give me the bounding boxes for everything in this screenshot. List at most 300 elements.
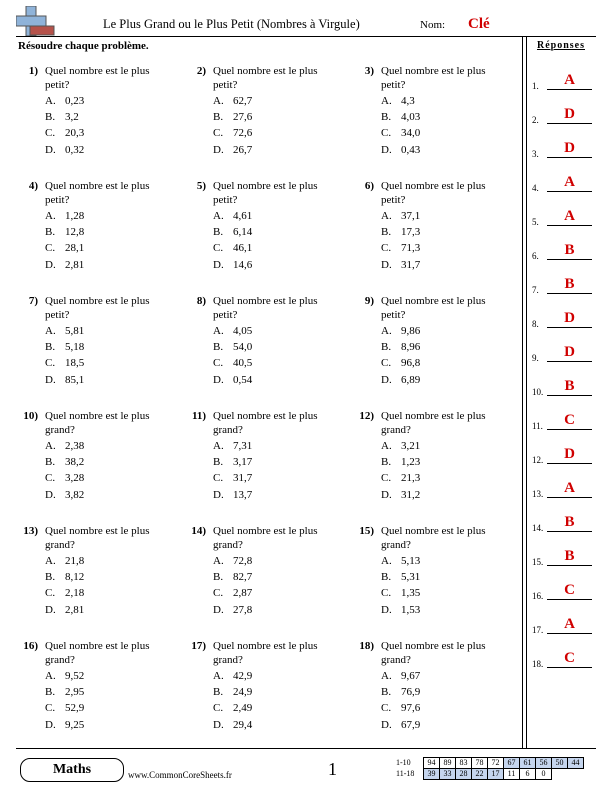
choice-letter: D.: [381, 258, 392, 271]
name-label: Nom:: [420, 19, 446, 31]
answer-value: D: [564, 140, 575, 156]
answer-row: [532, 105, 594, 125]
answer-value: D: [564, 310, 575, 326]
answer-row: [532, 615, 594, 635]
problem-question: Quel nombre est le plus petit?: [45, 65, 150, 91]
choice-value: 40,5: [233, 357, 253, 370]
choice-value: 27,6: [233, 111, 253, 124]
choice-letter: B.: [45, 571, 56, 584]
choice-option[interactable]: [381, 554, 420, 570]
choice-letter: D.: [45, 718, 56, 731]
choice-value: 5,13: [401, 555, 421, 567]
answer-number: 18.: [532, 659, 544, 669]
answer-blank-line: [547, 327, 592, 328]
answer-row: [532, 649, 594, 669]
choice-list: [45, 209, 84, 274]
choice-letter: C.: [381, 127, 392, 140]
choice-option[interactable]: [45, 586, 84, 602]
answer-value: A: [564, 174, 575, 190]
choice-option[interactable]: [213, 110, 252, 126]
choice-value: 6,89: [401, 373, 421, 386]
choice-value: 97,6: [401, 702, 421, 715]
header-divider: [16, 36, 596, 37]
choice-value: 3,28: [65, 472, 85, 485]
choice-value: 72,6: [233, 127, 253, 140]
choice-option[interactable]: [213, 143, 252, 159]
choice-value: 4,61: [233, 210, 253, 222]
choice-letter: B.: [213, 686, 224, 699]
choice-value: 0,54: [233, 373, 253, 386]
score-cell: 6: [519, 768, 536, 780]
choice-option[interactable]: [213, 554, 252, 570]
choice-letter: A.: [381, 95, 392, 107]
choice-value: 54,0: [233, 341, 253, 354]
score-range-label: 11-18: [396, 769, 415, 778]
choice-letter: D.: [45, 488, 56, 501]
answer-number: 16.: [532, 591, 544, 601]
answer-blank-line: [547, 599, 592, 600]
choice-list: [213, 439, 252, 504]
choice-value: 1,28: [65, 210, 85, 222]
choice-option[interactable]: [213, 603, 252, 619]
choice-letter: D.: [213, 143, 224, 156]
choice-letter: A.: [213, 670, 224, 682]
choice-letter: D.: [45, 603, 56, 616]
choice-value: 18,5: [65, 357, 85, 370]
choice-option[interactable]: [213, 669, 252, 685]
choice-value: 4,3: [401, 95, 415, 107]
choice-option[interactable]: [381, 241, 420, 257]
choice-value: 85,1: [65, 373, 85, 386]
choice-letter: B.: [45, 226, 56, 239]
choice-option[interactable]: [45, 110, 84, 126]
choice-value: 5,31: [401, 571, 421, 584]
choice-option[interactable]: [45, 340, 84, 356]
score-cell: 56: [535, 757, 552, 769]
choice-option[interactable]: [381, 488, 420, 504]
answer-value: A: [564, 72, 575, 88]
problem-question: Quel nombre est le plus grand?: [213, 525, 318, 551]
answer-number: 5.: [532, 217, 539, 227]
problem-question: Quel nombre est le plus petit?: [45, 295, 150, 321]
choice-option[interactable]: [381, 701, 420, 717]
problem-number: 6): [364, 180, 374, 192]
choice-letter: B.: [213, 456, 224, 469]
plus-minus-logo-icon: [16, 6, 56, 38]
choice-option[interactable]: [213, 439, 252, 455]
choice-letter: D.: [381, 603, 392, 616]
answer-key-label: Clé: [468, 16, 490, 32]
choice-letter: C.: [45, 472, 56, 485]
choice-value: 31,2: [401, 488, 421, 501]
page-number: 1: [328, 759, 337, 779]
choice-option[interactable]: [381, 439, 420, 455]
choice-option[interactable]: [381, 94, 420, 110]
answer-number: 2.: [532, 115, 539, 125]
choice-letter: D.: [381, 718, 392, 731]
answer-value: B: [564, 378, 575, 394]
choice-value: 20,3: [65, 127, 85, 140]
choice-value: 96,8: [401, 357, 421, 370]
choice-option[interactable]: [381, 669, 420, 685]
choice-value: 38,2: [65, 456, 85, 469]
choice-option[interactable]: [45, 701, 84, 717]
choice-letter: A.: [213, 555, 224, 567]
choice-value: 27,8: [233, 603, 253, 616]
choice-option[interactable]: [45, 455, 84, 471]
choice-letter: C.: [45, 242, 56, 255]
choice-list: [381, 324, 420, 389]
choice-option[interactable]: [45, 669, 84, 685]
choice-value: 76,9: [401, 686, 421, 699]
choice-value: 37,1: [401, 210, 421, 222]
answer-value: B: [564, 276, 575, 292]
choice-value: 24,9: [233, 686, 253, 699]
choice-letter: C.: [381, 357, 392, 370]
choice-option[interactable]: [213, 471, 252, 487]
choice-option[interactable]: [45, 126, 84, 142]
answer-row: [532, 139, 594, 159]
choice-value: 62,7: [233, 95, 253, 107]
choice-list: [381, 94, 420, 159]
choice-option[interactable]: [213, 701, 252, 717]
choice-letter: B.: [381, 571, 392, 584]
answer-row: [532, 71, 594, 91]
choice-letter: A.: [45, 555, 56, 567]
choice-option[interactable]: [381, 324, 420, 340]
answer-value: D: [564, 106, 575, 122]
choice-option[interactable]: [381, 258, 420, 274]
answer-row: [532, 581, 594, 601]
answer-number: 8.: [532, 319, 539, 329]
score-cell: 0: [535, 768, 552, 780]
choice-value: 4,05: [233, 325, 253, 337]
answer-blank-line: [547, 89, 592, 90]
choice-option[interactable]: [213, 356, 252, 372]
choice-option[interactable]: [45, 209, 84, 225]
answer-blank-line: [547, 157, 592, 158]
choice-option[interactable]: [381, 356, 420, 372]
choice-list: [45, 324, 84, 389]
answer-value: B: [564, 514, 575, 530]
choice-value: 2,95: [65, 686, 85, 699]
choice-option[interactable]: [381, 126, 420, 142]
answer-row: [532, 207, 594, 227]
choice-option[interactable]: [213, 586, 252, 602]
choice-option[interactable]: [45, 471, 84, 487]
choice-value: 2,38: [65, 440, 85, 452]
problem-number: 10): [23, 410, 38, 422]
choice-letter: D.: [381, 143, 392, 156]
answer-value: A: [564, 208, 575, 224]
choice-option[interactable]: [381, 373, 420, 389]
choice-option[interactable]: [381, 471, 420, 487]
answer-number: 6.: [532, 251, 539, 261]
choice-option[interactable]: [213, 718, 252, 734]
answers-divider-inner: [526, 36, 527, 748]
choice-letter: D.: [381, 488, 392, 501]
choice-list: [213, 324, 252, 389]
score-range-label: 1-10: [396, 758, 411, 767]
choice-option[interactable]: [381, 143, 420, 159]
score-cell: 83: [455, 757, 472, 769]
problem-number: 1): [28, 65, 38, 77]
choice-option[interactable]: [381, 718, 420, 734]
choice-option[interactable]: [45, 94, 84, 110]
choice-letter: C.: [213, 472, 224, 485]
choice-letter: C.: [213, 587, 224, 600]
answer-number: 12.: [532, 455, 544, 465]
answer-number: 15.: [532, 557, 544, 567]
choice-option[interactable]: [381, 225, 420, 241]
answer-value: C: [564, 582, 575, 598]
choice-option[interactable]: [381, 110, 420, 126]
choice-value: 9,67: [401, 670, 421, 682]
choice-option[interactable]: [213, 126, 252, 142]
problem-number: 13): [23, 525, 38, 537]
choice-option[interactable]: [213, 241, 252, 257]
choice-letter: B.: [213, 341, 224, 354]
choice-value: 14,6: [233, 258, 253, 271]
choice-value: 2,81: [65, 603, 85, 616]
choice-value: 8,12: [65, 571, 85, 584]
answer-value: A: [564, 616, 575, 632]
choice-letter: C.: [45, 357, 56, 370]
answer-row: [532, 309, 594, 329]
answer-row: [532, 445, 594, 465]
choice-letter: A.: [381, 670, 392, 682]
choice-value: 2,81: [65, 258, 85, 271]
choice-option[interactable]: [381, 340, 420, 356]
answer-value: C: [564, 650, 575, 666]
choice-option[interactable]: [45, 324, 84, 340]
choice-letter: B.: [213, 111, 224, 124]
choice-letter: A.: [213, 325, 224, 337]
problem-question: Quel nombre est le plus grand?: [45, 410, 150, 436]
choice-letter: B.: [381, 111, 392, 124]
answer-value: D: [564, 344, 575, 360]
choice-letter: A.: [45, 210, 56, 222]
choice-option[interactable]: [45, 258, 84, 274]
choice-list: [45, 554, 84, 619]
answer-blank-line: [547, 497, 592, 498]
choice-option[interactable]: [381, 209, 420, 225]
problem-number: 11): [191, 410, 206, 422]
choice-value: 3,17: [233, 456, 253, 469]
choice-option[interactable]: [213, 570, 252, 586]
choice-letter: B.: [381, 226, 392, 239]
choice-option[interactable]: [213, 340, 252, 356]
choice-letter: C.: [213, 127, 224, 140]
answer-row: [532, 513, 594, 533]
choice-letter: D.: [45, 373, 56, 386]
choice-option[interactable]: [45, 718, 84, 734]
choice-option[interactable]: [213, 225, 252, 241]
choice-option[interactable]: [45, 373, 84, 389]
answer-number: 1.: [532, 81, 539, 91]
choice-value: 67,9: [401, 718, 421, 731]
answer-number: 11.: [532, 421, 543, 431]
choice-value: 7,31: [233, 440, 253, 452]
answer-blank-line: [547, 395, 592, 396]
choice-letter: A.: [381, 440, 392, 452]
choice-value: 12,8: [65, 226, 85, 239]
problem-number: 14): [191, 525, 206, 537]
answer-value: B: [564, 548, 575, 564]
choice-letter: B.: [213, 571, 224, 584]
answer-blank-line: [547, 463, 592, 464]
choice-value: 2,87: [233, 587, 253, 600]
website-link[interactable]: www.CommonCoreSheets.fr: [128, 770, 232, 780]
choice-letter: A.: [45, 670, 56, 682]
answer-value: D: [564, 446, 575, 462]
footer-divider: [16, 748, 596, 749]
choice-letter: C.: [381, 702, 392, 715]
choice-list: [381, 439, 420, 504]
choice-option[interactable]: [213, 209, 252, 225]
choice-option[interactable]: [213, 324, 252, 340]
choice-letter: D.: [381, 373, 392, 386]
choice-value: 9,25: [65, 718, 85, 731]
choice-value: 31,7: [233, 472, 253, 485]
choice-letter: A.: [45, 95, 56, 107]
choice-option[interactable]: [213, 94, 252, 110]
score-cell: 33: [439, 768, 456, 780]
score-table: [396, 757, 584, 779]
answer-blank-line: [547, 531, 592, 532]
choice-letter: A.: [45, 325, 56, 337]
answer-row: [532, 275, 594, 295]
answer-row: [532, 547, 594, 567]
choice-option[interactable]: [213, 455, 252, 471]
choice-letter: B.: [45, 686, 56, 699]
choice-letter: C.: [213, 702, 224, 715]
answer-blank-line: [547, 225, 592, 226]
problem-question: Quel nombre est le plus petit?: [213, 295, 318, 321]
choice-option[interactable]: [381, 586, 420, 602]
choice-option[interactable]: [213, 488, 252, 504]
subject-badge: Maths: [20, 758, 124, 782]
answer-blank-line: [547, 123, 592, 124]
choice-option[interactable]: [381, 455, 420, 471]
answer-row: [532, 377, 594, 397]
problem-number: 8): [196, 295, 206, 307]
choice-option[interactable]: [45, 143, 84, 159]
problem-question: Quel nombre est le plus grand?: [381, 525, 486, 551]
problem-question: Quel nombre est le plus grand?: [45, 525, 150, 551]
choice-value: 0,32: [65, 143, 85, 156]
choice-letter: B.: [45, 456, 56, 469]
choice-option[interactable]: [45, 554, 84, 570]
choice-option[interactable]: [45, 225, 84, 241]
answer-blank-line: [547, 191, 592, 192]
score-cell: 22: [471, 768, 488, 780]
choice-letter: A.: [213, 210, 224, 222]
problem-question: Quel nombre est le plus petit?: [213, 65, 318, 91]
answer-number: 13.: [532, 489, 544, 499]
choice-value: 52,9: [65, 702, 85, 715]
choice-option[interactable]: [45, 603, 84, 619]
choice-value: 21,3: [401, 472, 421, 485]
choice-option[interactable]: [213, 258, 252, 274]
choice-value: 8,96: [401, 341, 421, 354]
choice-letter: B.: [381, 456, 392, 469]
answer-blank-line: [547, 633, 592, 634]
choice-option[interactable]: [213, 373, 252, 389]
choice-option[interactable]: [45, 356, 84, 372]
answer-blank-line: [547, 259, 592, 260]
problem-question: Quel nombre est le plus petit?: [45, 180, 150, 206]
problem-question: Quel nombre est le plus grand?: [213, 410, 318, 436]
choice-list: [381, 554, 420, 619]
choice-value: 42,9: [233, 670, 253, 682]
choice-option[interactable]: [45, 439, 84, 455]
choice-option[interactable]: [45, 570, 84, 586]
problem-number: 5): [196, 180, 206, 192]
choice-value: 29,4: [233, 718, 253, 731]
choice-option[interactable]: [381, 685, 420, 701]
choice-value: 0,23: [65, 95, 85, 107]
choice-letter: B.: [381, 686, 392, 699]
score-cell: 28: [455, 768, 472, 780]
answer-blank-line: [547, 361, 592, 362]
score-cell: 11: [503, 768, 520, 780]
answer-row: [532, 173, 594, 193]
choice-option[interactable]: [45, 241, 84, 257]
answer-number: 17.: [532, 625, 544, 635]
answer-value: A: [564, 480, 575, 496]
problem-number: 9): [364, 295, 374, 307]
choice-list: [45, 669, 84, 734]
problem-number: 18): [359, 640, 374, 652]
answer-number: 14.: [532, 523, 544, 533]
choice-letter: C.: [45, 587, 56, 600]
choice-value: 72,8: [233, 555, 253, 567]
choice-value: 46,1: [233, 242, 253, 255]
choice-list: [45, 439, 84, 504]
choice-option[interactable]: [45, 488, 84, 504]
score-cell: 44: [567, 757, 584, 769]
choice-value: 82,7: [233, 571, 253, 584]
choice-letter: D.: [213, 258, 224, 271]
choice-value: 6,14: [233, 226, 253, 239]
choice-option[interactable]: [381, 570, 420, 586]
answer-number: 10.: [532, 387, 544, 397]
score-cell: 50: [551, 757, 568, 769]
answers-divider-outer: [522, 36, 523, 748]
choice-option[interactable]: [381, 603, 420, 619]
choice-letter: D.: [213, 603, 224, 616]
choice-value: 17,3: [401, 226, 421, 239]
choice-list: [213, 94, 252, 159]
problem-question: Quel nombre est le plus petit?: [381, 65, 486, 91]
problem-number: 2): [196, 65, 206, 77]
choice-value: 0,43: [401, 143, 421, 156]
answer-row: [532, 343, 594, 363]
choice-option[interactable]: [45, 685, 84, 701]
answer-row: [532, 241, 594, 261]
answer-blank-line: [547, 293, 592, 294]
choice-letter: C.: [381, 242, 392, 255]
answer-row: [532, 479, 594, 499]
choice-letter: D.: [45, 143, 56, 156]
problem-question: Quel nombre est le plus petit?: [213, 180, 318, 206]
problem-question: Quel nombre est le plus grand?: [213, 640, 318, 666]
problem-number: 4): [28, 180, 38, 192]
score-cell: 78: [471, 757, 488, 769]
choice-letter: D.: [213, 718, 224, 731]
choice-option[interactable]: [213, 685, 252, 701]
